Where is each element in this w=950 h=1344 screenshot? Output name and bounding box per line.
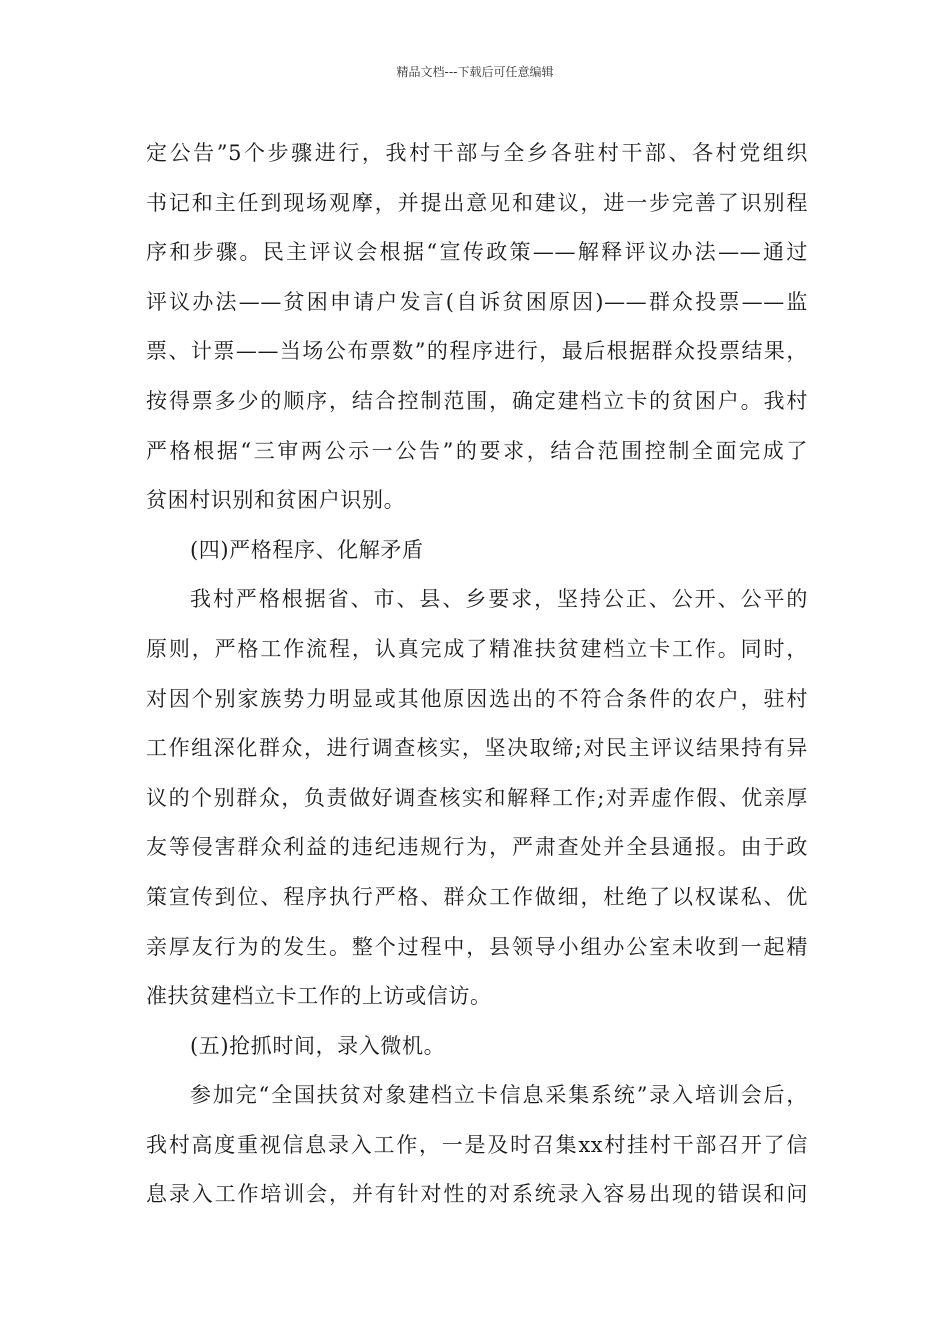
text-line: 定公告”5个步骤进行，我村干部与全乡各驻村干部、各村党组织 (146, 141, 808, 165)
text-line: 严格根据“三审两公示一公告”的要求，结合范围控制全面完成了 (146, 438, 808, 463)
text-line: 我村严格根据省、市、县、乡要求，坚持公正、公开、公平的 (190, 587, 808, 612)
text-line: 评议办法——贫困申请户发言(自诉贫困原因)——群众投票——监 (146, 289, 808, 314)
text-line: 书记和主任到现场观摩，并提出意见和建议，进一步完善了识别程 (146, 190, 808, 215)
text-line: 按得票多少的顺序，结合控制范围，确定建档立卡的贫困户。我村 (146, 388, 808, 413)
text-line: 亲厚友行为的发生。整个过程中，县领导小组办公室未收到一起精 (146, 934, 808, 959)
text-line: 议的个别群众，负责做好调查核实和解释工作;对弄虚作假、优亲厚 (146, 785, 808, 810)
text-line: (五)抢抓时间，录入微机。 (190, 1033, 446, 1058)
text-line: 原则，严格工作流程，认真完成了精准扶贫建档立卡工作。同时， (146, 636, 808, 661)
text-line: 友等侵害群众利益的违纪违规行为，严肃查处并全县通报。由于政 (146, 835, 808, 860)
text-line: 准扶贫建档立卡工作的上访或信访。 (146, 984, 492, 1009)
page-header: 精品文档---下载后可任意编辑 (396, 65, 554, 79)
text-line: 序和步骤。民主评议会根据“宣传政策——解释评议办法——通过 (146, 240, 808, 265)
text-line: (四)严格程序、化解矛盾 (190, 537, 424, 562)
text-line: 票、计票——当场公布票数”的程序进行，最后根据群众投票结果， (146, 339, 808, 364)
text-line: 贫困村识别和贫困户识别。 (146, 488, 406, 513)
text-line: 工作组深化群众，进行调查核实，坚决取缔;对民主评议结果持有异 (146, 736, 808, 761)
text-line: 我村高度重视信息录入工作，一是及时召集xx村挂村干部召开了信 (146, 1132, 808, 1157)
text-line: 策宣传到位、程序执行严格、群众工作做细，杜绝了以权谋私、优 (146, 884, 808, 909)
text-line: 对因个别家族势力明显或其他原因选出的不符合条件的农户，驻村 (146, 686, 808, 711)
text-line: 息录入工作培训会，并有针对性的对系统录入容易出现的错误和问 (146, 1182, 808, 1207)
text-line: 参加完“全国扶贫对象建档立卡信息采集系统”录入培训会后， (190, 1083, 808, 1108)
document-body (146, 129, 808, 1220)
